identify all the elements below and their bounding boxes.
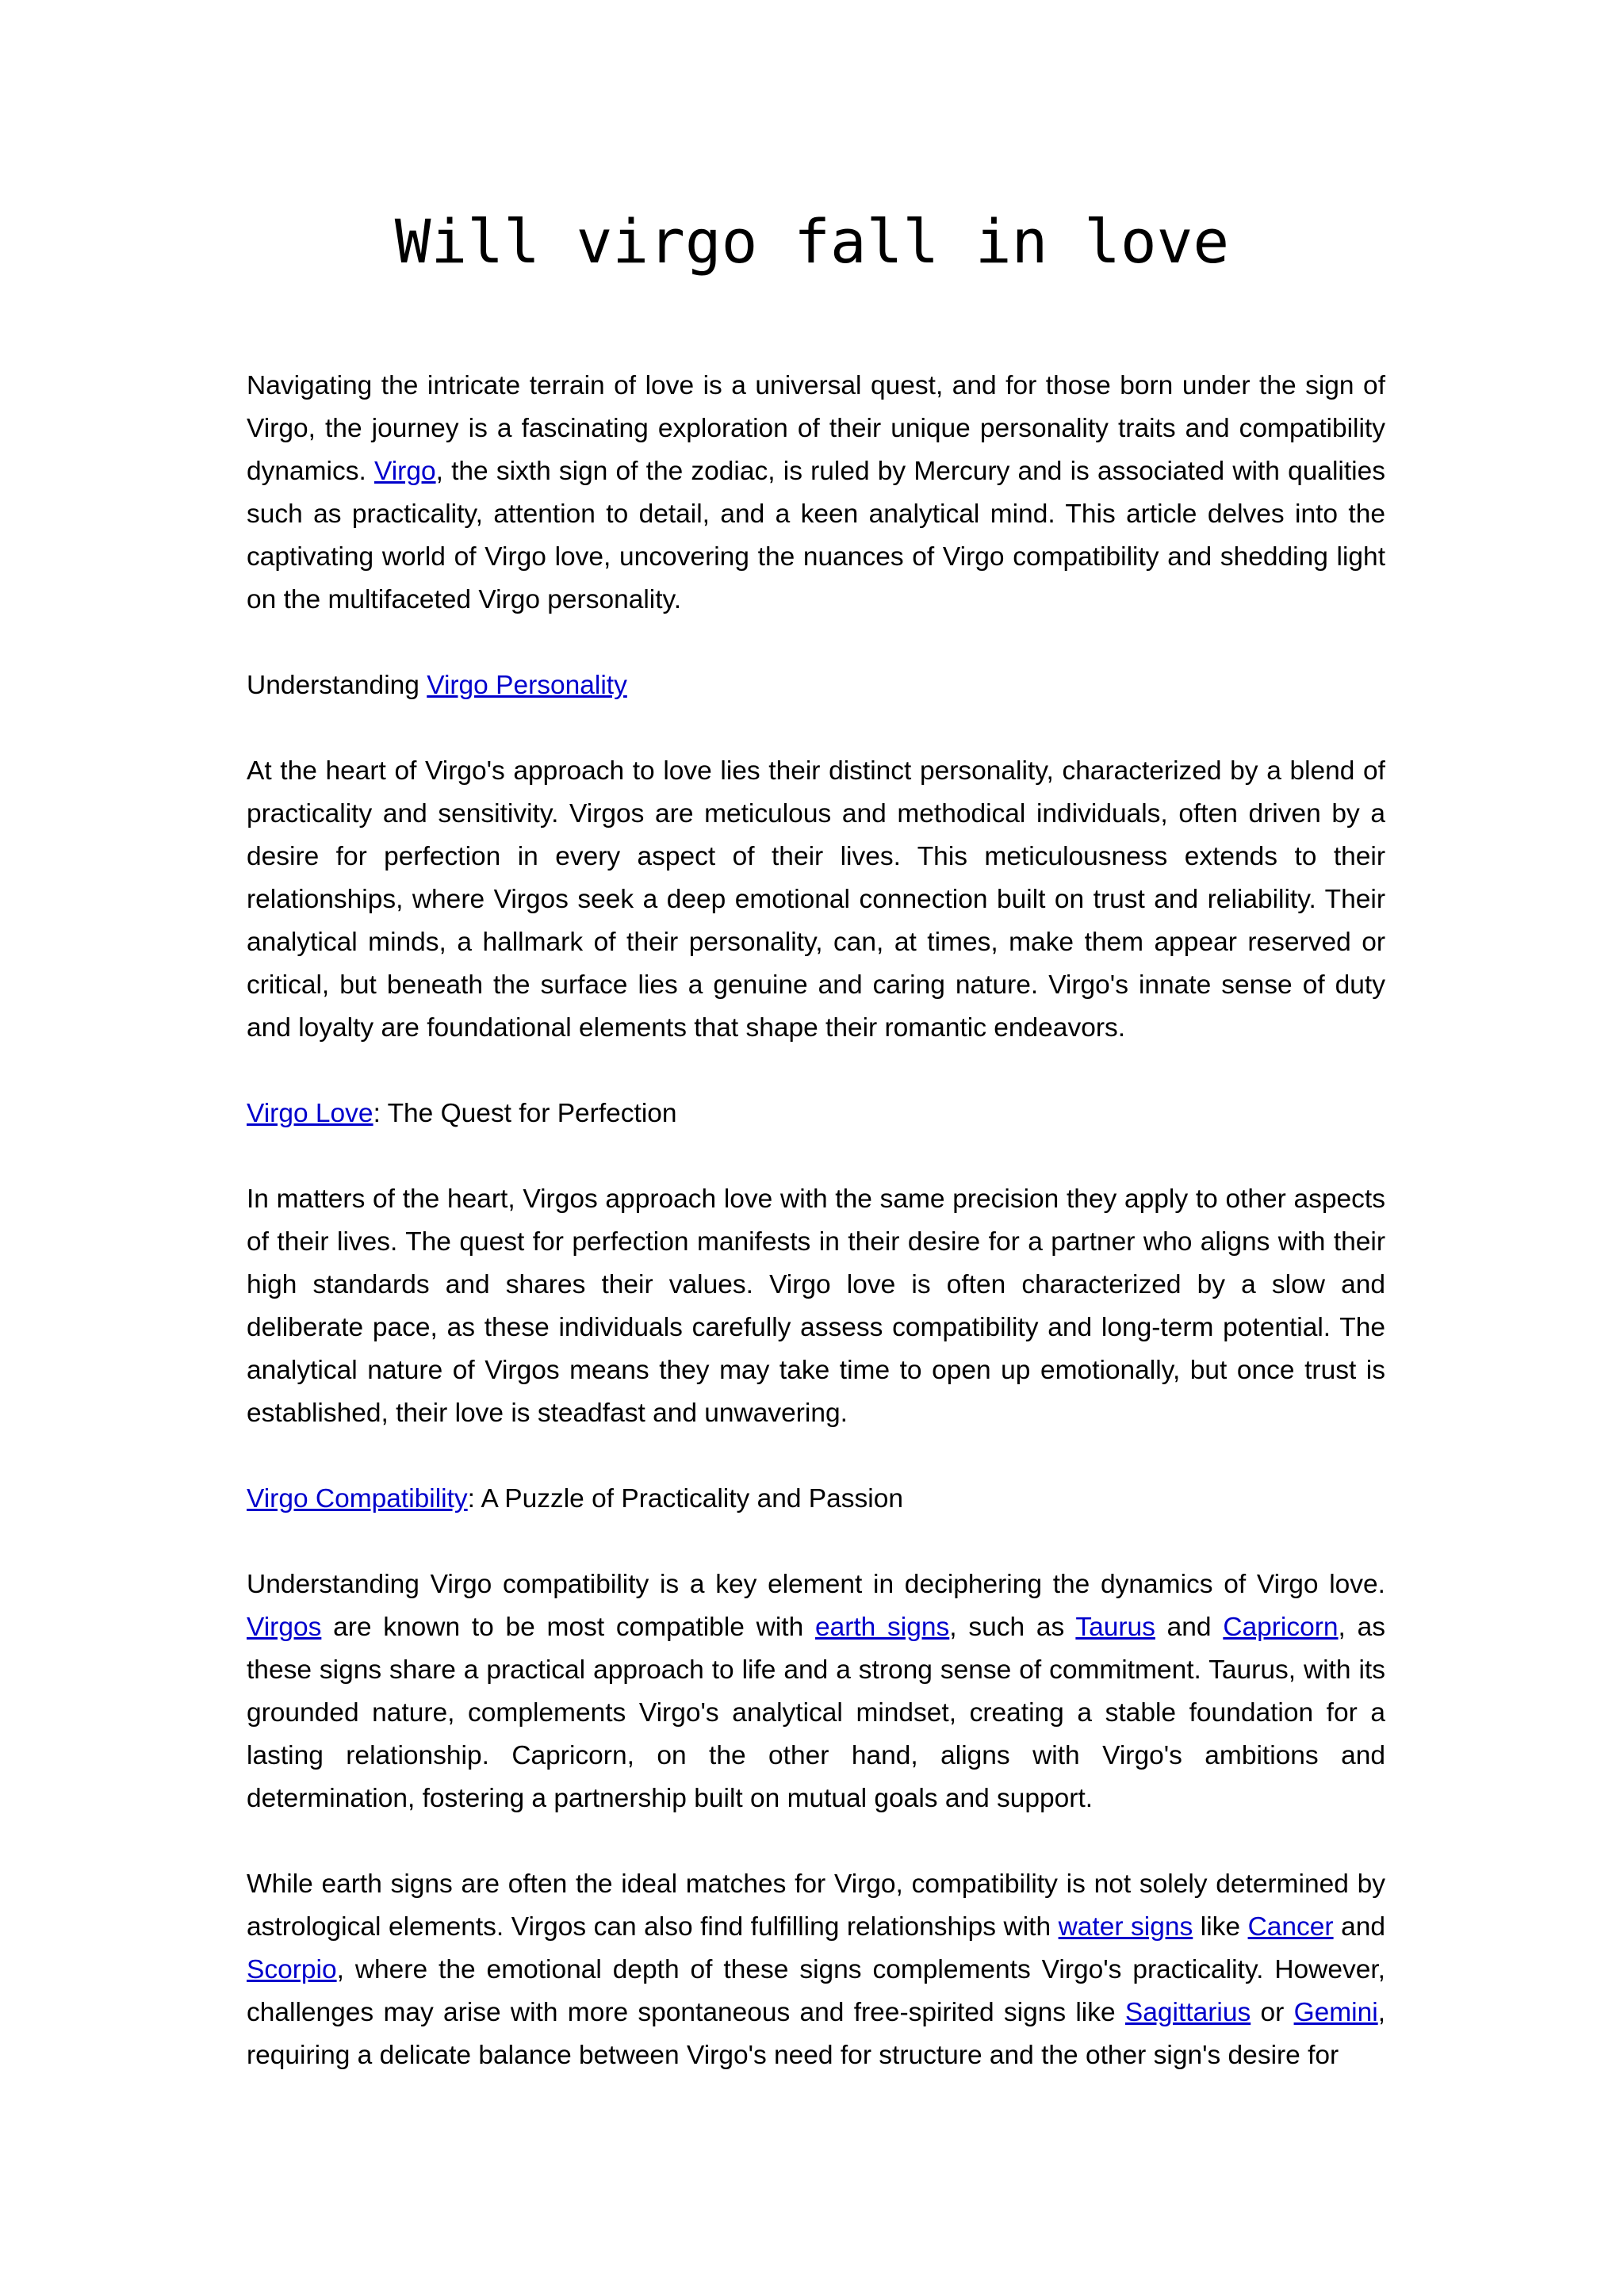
cancer-link[interactable]: Cancer <box>1247 1912 1334 1942</box>
gemini-link[interactable]: Gemini <box>1293 1998 1378 2027</box>
text-run: While earth signs are often the ideal matches for Virgo, compatibility is not solely determined by astrological elements. Virgos can also find fulfilling relationships with <box>247 1869 1385 1942</box>
text-run: are known to be most compatible with <box>321 1613 815 1642</box>
text-run: , as these signs share a practical approach to life and a strong sense of commitment. Taurus, with its grounded nature, complements Virgo's analytical mindset, creating a stable foundation for a lasting relationship. Capricorn, on the other hand, aligns with Virgo's ambitions and determination, fostering a partnership built on mutual goals and support. <box>247 1613 1385 1813</box>
other-signs-paragraph <box>247 1863 1385 2077</box>
earth-signs-link[interactable]: earth signs <box>814 1613 950 1642</box>
text-run: : The Quest for Perfection <box>373 1099 677 1128</box>
sagittarius-link[interactable]: Sagittarius <box>1124 1998 1251 2027</box>
scorpio-link[interactable]: Scorpio <box>247 1955 337 1984</box>
text-run: and <box>1333 1912 1386 1942</box>
text-run: , such as <box>949 1613 1076 1642</box>
love-paragraph: In matters of the heart, Virgos approach love with the same precision they apply to other aspects of their lives. The quest for perfection manifests in their desire for a partner who aligns with their high standards and shares their values. Virgo love is often characterized by a slow and deliberate pace, as these individuals carefully assess compatibility and long-term potential. The analytical nature of Virgos means they may take time to open up emotionally, but once trust is established, their love is steadfast and unwavering. <box>247 1184 1385 1428</box>
virgos-link[interactable]: Virgos <box>247 1613 322 1642</box>
personality-paragraph: At the heart of Virgo's approach to love lies their distinct personality, characterized by a blend of practicality and sensitivity. Virgos are meticulous and methodical individuals, often driven by a desire for perfection in every aspect of their lives. This meticulousness extends to their relationships, where Virgos seek a deep emotional connection built on trust and reliability. Their analytical minds, a hallmark of their personality, can, at times, make them appear reserved or critical, but beneath the surface lies a genuine and caring nature. Virgo's innate sense of duty and loyalty are foundational elements that shape their romantic endeavors. <box>247 756 1385 1043</box>
virgo-compatibility-link[interactable]: Virgo Compatibility <box>247 1484 468 1513</box>
section-heading-love <box>247 1093 1385 1135</box>
text-run: and <box>1155 1613 1224 1642</box>
text-run: : A Puzzle of Practicality and Passion <box>467 1484 903 1513</box>
text-run: Understanding Virgo compatibility is a key element in deciphering the dynamics of Virgo love. <box>247 1570 1385 1599</box>
section-heading-personality <box>247 664 1385 707</box>
page-title: Will virgo fall in love <box>394 206 1230 277</box>
virgo-link[interactable]: Virgo <box>373 457 436 486</box>
water-signs-link[interactable]: water signs <box>1058 1912 1193 1942</box>
section-heading-compatibility <box>247 1478 1385 1521</box>
virgo-love-link[interactable]: Virgo Love <box>247 1099 373 1128</box>
text-run: Navigating the intricate terrain of love is a universal quest, and for those born under the sign of Virgo, the journey is a fascinating exploration of their unique personality traits and compatibility dynamics. <box>247 371 1385 486</box>
virgo-personality-link[interactable]: Virgo Personality <box>427 671 627 700</box>
taurus-link[interactable]: Taurus <box>1075 1613 1155 1642</box>
text-run: , the sixth sign of the zodiac, is ruled by Mercury and is associated with qualities such as practicality, attention to detail, and a keen analytical mind. This article delves into the captivating world of Virgo love, uncovering the nuances of Virgo compatibility and shedding light on the multifaceted Virgo personality. <box>247 457 1385 614</box>
article-body <box>247 365 1385 2120</box>
text-run: or <box>1251 1998 1294 2027</box>
text-run: Understanding <box>247 671 427 700</box>
text-run: like <box>1193 1912 1248 1942</box>
text-run: , requiring a delicate balance between Virgo's need for structure and the other sign's desire for <box>247 1998 1385 2070</box>
intro-paragraph <box>247 365 1385 622</box>
capricorn-link[interactable]: Capricorn <box>1223 1613 1339 1642</box>
text-run: , where the emotional depth of these signs complements Virgo's practicality. However, challenges may arise with more spontaneous and free-spirited signs like <box>247 1955 1385 2027</box>
compatibility-paragraph <box>247 1563 1385 1820</box>
